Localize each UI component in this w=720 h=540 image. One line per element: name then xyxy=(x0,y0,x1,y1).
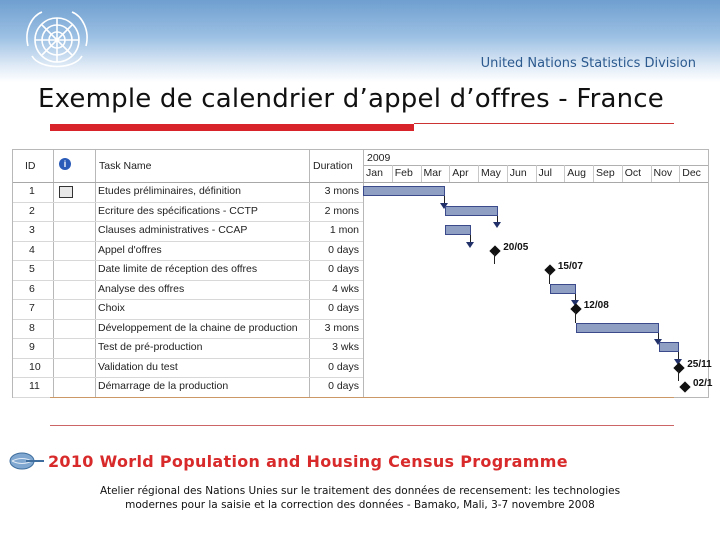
milestone-label: 02/1 xyxy=(693,378,713,389)
task-name[interactable]: Clauses administratives - CCAP xyxy=(98,224,248,236)
task-id: 11 xyxy=(29,380,40,392)
task-bar[interactable] xyxy=(363,186,445,196)
month-divider xyxy=(564,165,565,182)
month-label: Apr xyxy=(452,167,469,179)
task-name[interactable]: Date limite de réception des offres xyxy=(98,263,258,275)
task-name[interactable]: Test de pré-production xyxy=(98,341,203,353)
footer-line-1: Atelier régional des Nations Unies sur le traitement des données de recensement: les technologies xyxy=(99,485,621,497)
footer-rule-bottom xyxy=(50,425,674,426)
month-label: Nov xyxy=(653,167,673,179)
month-label: May xyxy=(481,167,501,179)
slide-title: Exemple de calendrier d’appel d’offres - France xyxy=(38,84,664,114)
month-label: Aug xyxy=(567,167,586,179)
month-divider xyxy=(679,165,680,182)
month-divider xyxy=(651,165,652,182)
month-label: Jul xyxy=(538,167,552,179)
milestone-label: 15/07 xyxy=(557,261,583,272)
milestone-label: 25/11 xyxy=(687,358,712,370)
month-label: Jun xyxy=(509,167,527,179)
task-bar[interactable] xyxy=(445,206,498,216)
task-duration: 3 mons xyxy=(324,321,359,334)
task-duration: 0 days xyxy=(328,302,359,314)
task-duration: 3 mons xyxy=(324,185,359,197)
title-underline-thin xyxy=(414,123,674,124)
milestone-marker[interactable] xyxy=(490,245,501,256)
gantt-chart xyxy=(12,149,713,398)
task-name[interactable]: Ecriture des spécifications - CCTP xyxy=(98,204,258,217)
task-name[interactable]: Etudes préliminaires, définition xyxy=(98,185,241,197)
division-label: United Nations Statistics Division xyxy=(480,56,696,71)
month-label: Feb xyxy=(394,167,413,179)
task-name[interactable]: Analyse des offres xyxy=(98,282,185,295)
task-name[interactable]: Choix xyxy=(98,302,125,314)
task-bar[interactable] xyxy=(659,342,679,352)
task-duration: 0 days xyxy=(328,360,359,373)
milestone-label: 20/05 xyxy=(503,241,529,253)
year-label: 2009 xyxy=(367,152,391,164)
month-divider xyxy=(536,165,537,182)
task-duration: 0 days xyxy=(328,380,359,392)
task-id: 5 xyxy=(29,263,35,275)
task-id: 6 xyxy=(29,282,35,295)
task-id: 2 xyxy=(29,204,35,217)
col-header-id[interactable]: ID xyxy=(25,160,36,172)
task-name[interactable]: Développement de la chaine de production xyxy=(98,321,298,334)
dependency-line xyxy=(494,253,495,265)
census-globe-icon xyxy=(8,452,46,470)
title-underline-red xyxy=(50,124,414,131)
task-bar[interactable] xyxy=(445,225,471,235)
footer-line-2: modernes pour la saisie et la correction des données - Bamako, Mali, 3-7 novembre 2008 xyxy=(125,499,595,511)
month-label: Oct xyxy=(624,167,642,179)
task-bar[interactable] xyxy=(576,323,659,333)
month-label: Jan xyxy=(366,167,383,179)
footer-rule-top xyxy=(50,397,674,398)
task-duration: 0 days xyxy=(328,263,359,275)
month-divider xyxy=(593,165,594,182)
month-label: Sep xyxy=(596,167,615,179)
task-id: 10 xyxy=(29,360,41,373)
task-bar[interactable] xyxy=(550,284,576,294)
task-id: 4 xyxy=(29,243,35,256)
month-divider xyxy=(507,165,508,182)
task-name[interactable]: Validation du test xyxy=(98,360,178,373)
dependency-line xyxy=(678,370,679,382)
task-duration: 4 wks xyxy=(332,282,359,295)
task-duration: 0 days xyxy=(328,243,359,256)
milestone-label: 12/08 xyxy=(583,300,609,311)
month-divider xyxy=(449,165,450,182)
task-name[interactable]: Appel d'offres xyxy=(98,243,162,256)
note-icon[interactable] xyxy=(59,186,73,198)
dependency-arrowhead xyxy=(466,242,474,248)
task-duration: 2 mons xyxy=(324,204,359,217)
month-divider xyxy=(478,165,479,182)
task-id: 7 xyxy=(29,302,35,314)
month-label: Dec xyxy=(682,167,701,179)
column-divider xyxy=(53,150,54,397)
month-divider xyxy=(421,165,422,182)
dependency-arrowhead xyxy=(493,222,501,228)
column-divider xyxy=(309,150,310,397)
dependency-line xyxy=(549,272,550,284)
dependency-line xyxy=(575,311,576,323)
footer-caption xyxy=(0,484,720,512)
col-header-task[interactable]: Task Name xyxy=(99,160,152,172)
task-id: 1 xyxy=(29,185,35,197)
task-id: 9 xyxy=(29,341,35,353)
month-divider xyxy=(392,165,393,182)
milestone-marker[interactable] xyxy=(679,381,690,392)
column-divider xyxy=(95,150,96,397)
milestone-marker[interactable] xyxy=(544,264,555,275)
task-duration: 1 mon xyxy=(329,224,359,236)
info-icon[interactable]: i xyxy=(59,158,71,170)
task-id: 3 xyxy=(29,224,35,236)
col-header-duration[interactable]: Duration xyxy=(313,160,353,172)
task-id: 8 xyxy=(29,321,35,334)
census-programme-banner: 2010 World Population and Housing Census Programme xyxy=(48,452,568,471)
month-label: Mar xyxy=(423,167,442,179)
task-duration: 3 wks xyxy=(332,341,359,353)
task-name[interactable]: Démarrage de la production xyxy=(98,380,229,392)
month-divider xyxy=(622,165,623,182)
un-emblem-icon xyxy=(18,6,96,78)
